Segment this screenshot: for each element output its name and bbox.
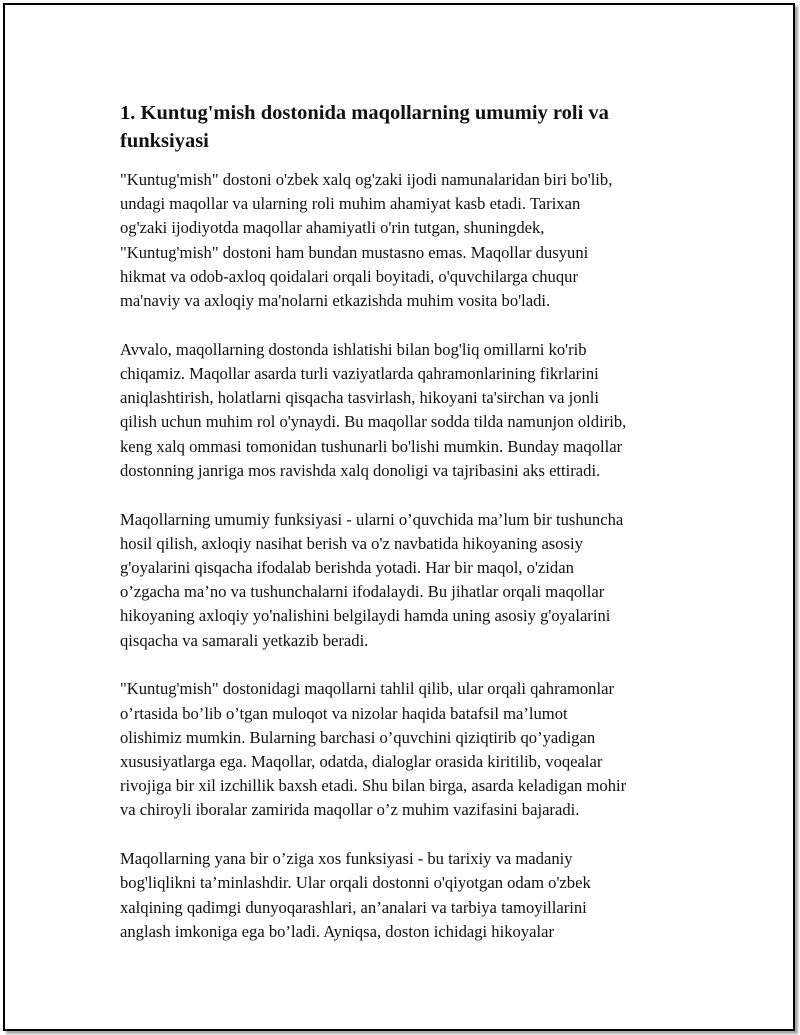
paragraph-line: hikmat va odob-axloq qoidalari orqali boyitadi, o'quvchilarga chuqur [120, 266, 578, 286]
paragraph-4 [120, 677, 695, 822]
paragraph-line: keng xalq ommasi tomonidan tushunarli bo'lishi mumkin. Bunday maqollar [120, 436, 623, 456]
paragraph-line: anglash imkoniga ega bo’ladi. Ayniqsa, doston ichidagi hikoyalar [120, 921, 554, 941]
heading-line: 1. Kuntug'mish dostonida maqollarning umumiy roli va [120, 102, 609, 124]
paragraph-2 [120, 338, 695, 483]
paragraph-line: dostonning janriga mos ravishda xalq donoligi va tajribasini aks ettiradi. [120, 460, 601, 480]
paragraph-line: Maqollarning yana bir o’ziga xos funksiyasi - bu tarixiy va madaniy [120, 849, 573, 869]
paragraph-line: qisqacha va samarali yetkazib beradi. [120, 630, 369, 650]
paragraph-line: hikoyaning axloqiy yo'nalishini belgilaydi hamda uning asosiy g'oyalarini [120, 606, 611, 626]
paragraph-line: bog'liqlikni ta’minlashdir. Ular orqali dostonni o'qiyotgan odam o'zbek [120, 873, 591, 893]
paragraph-5 [120, 847, 695, 944]
paragraph-line: g'oyalarini qisqacha ifodalab berishda yotadi. Har bir maqol, o'zidan [120, 558, 574, 578]
heading-line: funksiyasi [120, 130, 209, 152]
document-body [120, 99, 695, 969]
paragraph-line: xalqining qadimgi dunyoqarashlari, an’analari va tarbiya tamoyillarini [120, 897, 587, 917]
paragraph-line: "Kuntug'mish" dostoni ham bundan mustasno emas. Maqollar dusyuni [120, 242, 589, 262]
paragraph-line: undagi maqollar va ularning roli muhim ahamiyat kasb etadi. Tarixan [120, 194, 581, 214]
paragraph-line: qilish uchun muhim rol o'ynaydi. Bu maqollar sodda tilda namunjon oldirib, [120, 412, 627, 432]
paragraph-line: olishimiz mumkin. Bularning barchasi o’quvchini qiziqtirib qo’yadigan [120, 727, 596, 747]
paragraph-line: "Kuntug'mish" dostonidagi maqollarni tahlil qilib, ular orqali qahramonlar [120, 679, 614, 699]
paragraph-line: aniqlashtirish, holatlarni qisqacha tasvirlash, hikoyani ta'sirchan va jonli [120, 388, 600, 408]
paragraph-line: chiqamiz. Maqollar asarda turli vaziyatlarda qahramonlarining fikrlarini [120, 364, 599, 384]
section-heading [120, 99, 695, 155]
paragraph-line: og'zaki ijodiyotda maqollar ahamiyatli o'rin tutgan, shuningdek, [120, 218, 545, 238]
paragraph-line: "Kuntug'mish" dostoni o'zbek xalq og'zaki ijodi namunalaridan biri bo'lib, [120, 170, 613, 189]
paragraph-line: rivojiga bir xil izchillik baxsh etadi. Shu bilan birga, asarda keladigan mohir [120, 776, 627, 796]
paragraph-line: ma'naviy va axloqiy ma'nolarni etkazishda muhim vosita bo'ladi. [120, 291, 551, 311]
paragraph-line: o’zgacha ma’no va tushunchalarni ifodalaydi. Bu jihatlar orqali maqollar [120, 582, 605, 602]
paragraph-line: Avvalo, maqollarning dostonda ishlatishi bilan bog'liq omillarni ko'rib [120, 339, 587, 359]
document-page [3, 3, 795, 1031]
paragraph-line: o’rtasida bo’lib o’tgan muloqot va nizolar haqida batafsil ma’lumot [120, 703, 568, 723]
paragraph-line: xususiyatlarga ega. Maqollar, odatda, dialoglar orasida kiritilib, voqealar [120, 752, 603, 772]
paragraph-3 [120, 508, 695, 653]
paragraph-1 [120, 168, 695, 313]
paragraph-line: va chiroyli iboralar zamirida maqollar o’z muhim vazifasini bajaradi. [120, 800, 580, 820]
paragraph-line: hosil qilish, axloqiy nasihat berish va o'z navbatida hikoyaning asosiy [120, 533, 583, 553]
paragraph-line: Maqollarning umumiy funksiyasi - ularni o’quvchida ma’lum bir tushuncha [120, 509, 624, 529]
